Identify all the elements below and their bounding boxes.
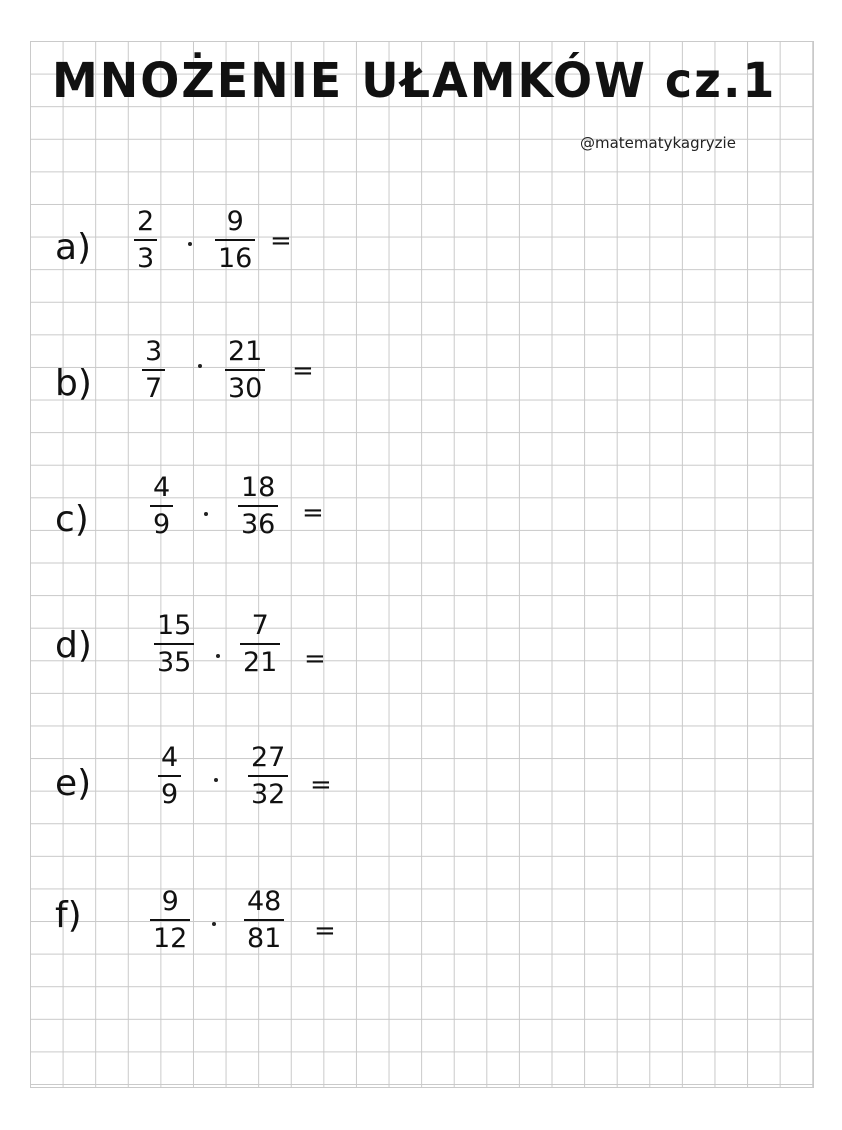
numerator: 48 <box>247 886 282 917</box>
multiply-dot <box>216 654 220 658</box>
denominator: 30 <box>228 373 263 404</box>
problem-label: b) <box>55 363 92 404</box>
denominator: 9 <box>161 779 179 810</box>
problem-c <box>0 470 842 580</box>
denominator: 36 <box>241 509 276 540</box>
denominator: 21 <box>243 647 278 678</box>
second-fraction <box>225 338 265 402</box>
multiply-dot <box>198 364 202 368</box>
equals-sign: = <box>292 356 314 386</box>
second-fraction <box>240 612 280 676</box>
problem-label: d) <box>55 625 92 666</box>
first-fraction <box>150 888 190 952</box>
denominator: 7 <box>145 373 163 404</box>
problem-label: a) <box>55 227 92 268</box>
problem-label: f) <box>55 895 82 936</box>
numerator: 18 <box>241 472 276 503</box>
second-fraction <box>238 474 278 538</box>
problem-e <box>0 740 842 850</box>
first-fraction <box>142 338 165 402</box>
numerator: 9 <box>161 886 179 917</box>
first-fraction <box>134 208 157 272</box>
first-fraction <box>154 612 194 676</box>
denominator: 35 <box>157 647 192 678</box>
numerator: 9 <box>226 206 244 237</box>
multiply-dot <box>188 242 192 246</box>
equals-sign: = <box>314 916 336 946</box>
first-fraction <box>158 744 181 808</box>
second-fraction <box>215 208 255 272</box>
problem-b <box>0 332 842 442</box>
numerator: 7 <box>251 610 269 641</box>
numerator: 21 <box>228 336 263 367</box>
multiply-dot <box>212 922 216 926</box>
numerator: 4 <box>161 742 179 773</box>
denominator: 9 <box>153 509 171 540</box>
first-fraction <box>150 474 173 538</box>
equals-sign: = <box>304 644 326 674</box>
numerator: 27 <box>251 742 286 773</box>
multiply-dot <box>204 512 208 516</box>
equals-sign: = <box>310 770 332 800</box>
denominator: 3 <box>137 243 155 274</box>
problem-label: c) <box>55 499 89 540</box>
denominator: 32 <box>251 779 286 810</box>
denominator: 16 <box>218 243 253 274</box>
denominator: 81 <box>247 923 282 954</box>
numerator: 4 <box>153 472 171 503</box>
second-fraction <box>248 744 288 808</box>
multiply-dot <box>214 778 218 782</box>
numerator: 2 <box>137 206 155 237</box>
problem-label: e) <box>55 763 92 804</box>
second-fraction <box>244 888 284 952</box>
denominator: 12 <box>153 923 188 954</box>
problem-d <box>0 606 842 716</box>
problem-f <box>0 884 842 994</box>
problem-a <box>0 200 842 310</box>
author-handle: @matematykagryzie <box>580 134 736 152</box>
equals-sign: = <box>302 498 324 528</box>
worksheet-title: MNOŻENIE UŁAMKÓW cz.1 <box>52 52 777 109</box>
numerator: 15 <box>157 610 192 641</box>
numerator: 3 <box>145 336 163 367</box>
equals-sign: = <box>270 226 292 256</box>
